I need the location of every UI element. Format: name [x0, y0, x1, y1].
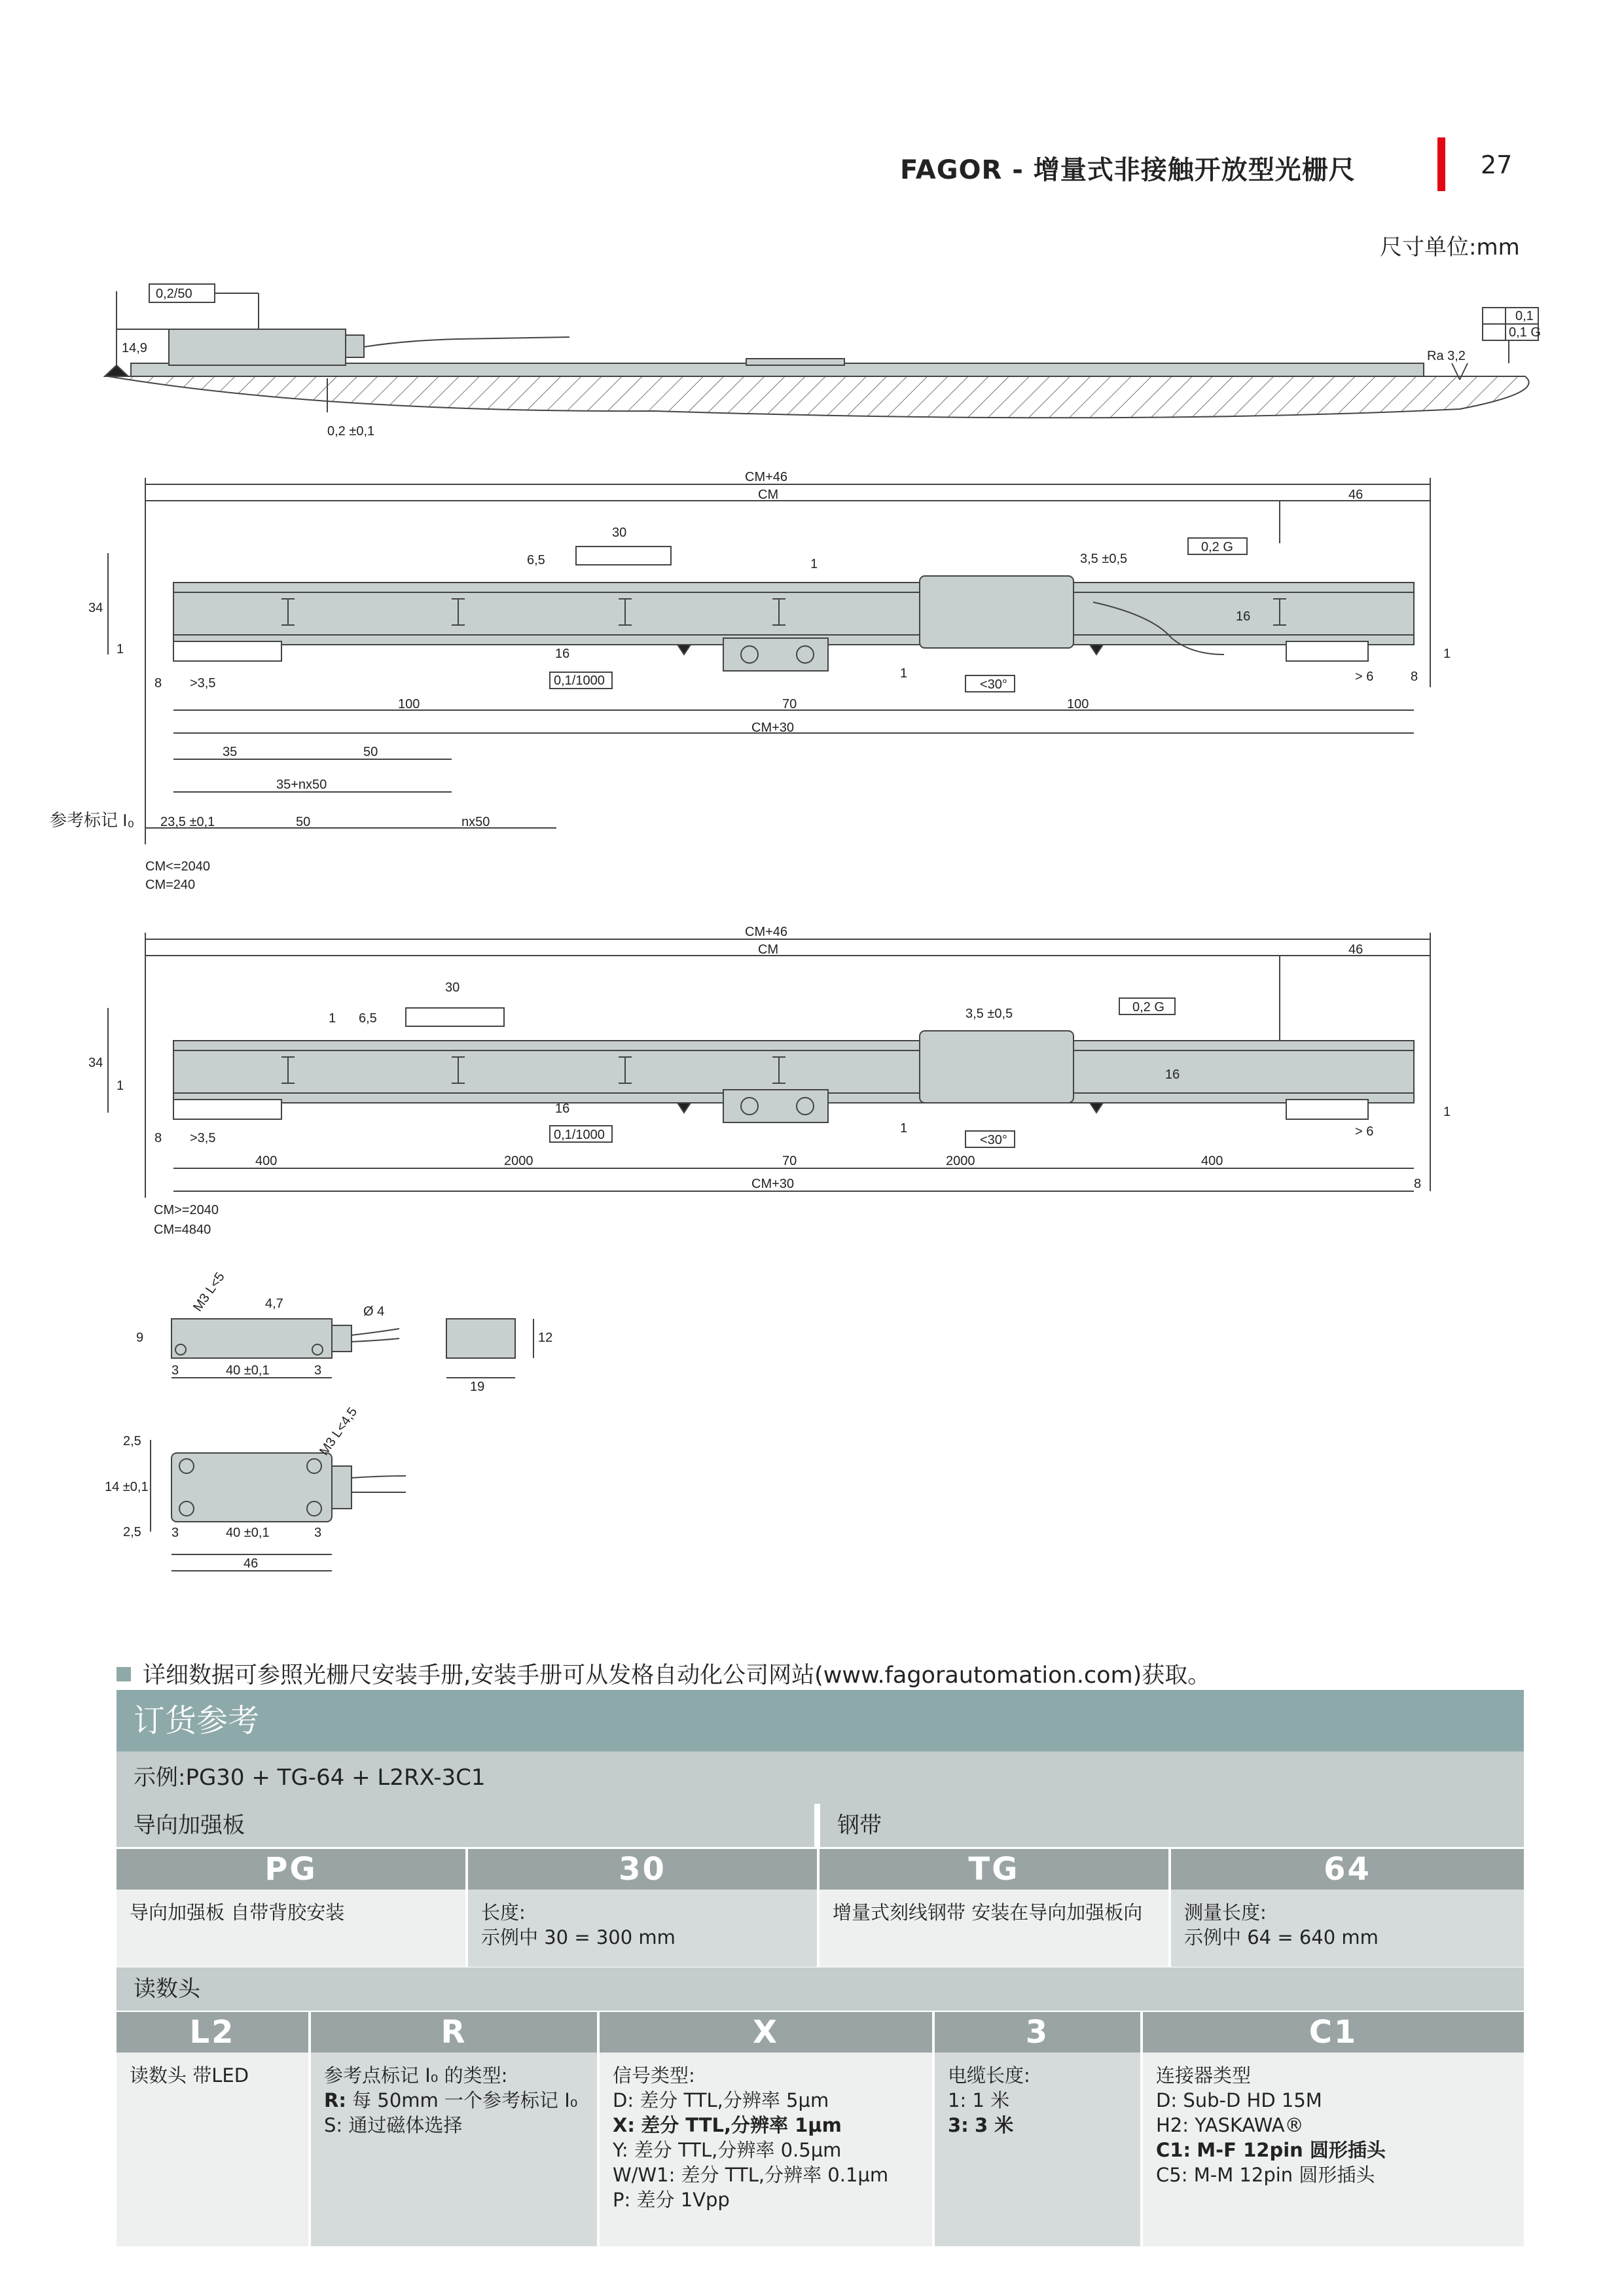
meas-length-example: 示例中 64 = 640 mm	[1184, 1926, 1379, 1948]
label-roughness: Ra 3,2	[1427, 349, 1466, 363]
v2-d1c: 1	[900, 1121, 908, 1136]
label-height: 14,9	[122, 341, 147, 355]
page-title: FAGOR - 增量式非接触开放型光栅尺	[900, 155, 1356, 185]
label-tol-a: 0,1	[1515, 309, 1534, 323]
conn-key: H2:	[1156, 2114, 1189, 2136]
cable-text: 1 米	[972, 2089, 1010, 2111]
label-gap: 0,2 ±0,1	[327, 424, 375, 439]
sig-text: 差分 TTL,分辨率 0.5µm	[634, 2139, 842, 2161]
v2-d16b: 16	[1165, 1067, 1180, 1082]
v2-gt35: >3,5	[190, 1131, 216, 1145]
v2-cm: CM	[758, 942, 779, 957]
conn-text: Sub-D HD 15M	[1183, 2089, 1322, 2111]
signal-type-cell	[600, 2053, 932, 2246]
v1-ref: 参考标记 I₀	[50, 810, 135, 830]
v1-d46: 46	[1348, 488, 1363, 502]
conn-key: C1:	[1156, 2139, 1191, 2161]
v1-d35n: 35+nx50	[276, 778, 327, 792]
v2-cm4840: CM=4840	[154, 1223, 211, 1237]
conn-key: D:	[1156, 2089, 1178, 2111]
v1-d235: 23,5 ±0,1	[160, 815, 215, 829]
connector-type-title: 连接器类型	[1156, 2064, 1252, 2087]
hv-d19: 19	[470, 1380, 485, 1394]
v1-nx50: nx50	[461, 815, 490, 829]
order-example: 示例:PG30 + TG-64 + L2RX-3C1	[117, 1751, 1524, 1804]
meas-length-label: 测量长度:	[1184, 1901, 1267, 1924]
v2-d2000a: 2000	[504, 1154, 533, 1168]
conn-text: YASKAWA®	[1195, 2114, 1304, 2136]
v2-d34: 34	[88, 1056, 103, 1070]
v1-flat: 0,1/1000	[554, 673, 605, 688]
sig-text: 差分 1Vpp	[636, 2189, 730, 2211]
code-l2: L2	[117, 2012, 308, 2053]
bullet-square-icon	[117, 1667, 131, 1681]
code-r: R	[311, 2012, 597, 2053]
v1-par: 0,2 G	[1201, 540, 1233, 554]
v2-par: 0,2 G	[1132, 1000, 1164, 1014]
v1-d35: 35	[223, 745, 238, 759]
cable-key: 1:	[948, 2089, 967, 2111]
v1-d65: 6,5	[527, 553, 545, 567]
v2-d400b: 400	[1201, 1154, 1223, 1168]
cable-length-cell	[935, 2053, 1140, 2246]
v2-cmge: CM>=2040	[154, 1203, 219, 1217]
v2-cm46: CM+46	[745, 925, 788, 939]
v2-d2000b: 2000	[946, 1154, 975, 1168]
page-number: 27	[1481, 151, 1513, 179]
sig-text: 差分 TTL,分辨率 0.1µm	[681, 2164, 889, 2186]
hv-d3b: 3	[314, 1363, 322, 1378]
v1-gt6: > 6	[1355, 670, 1374, 684]
length-example: 示例中 30 = 300 mm	[481, 1926, 676, 1948]
v2-d1d: 1	[1443, 1105, 1451, 1119]
v1-d35tol: 3,5 ±0,5	[1080, 552, 1128, 566]
v1-d16a: 16	[555, 647, 570, 661]
code-x: X	[600, 2012, 932, 2053]
unit-label: 尺寸单位:mm	[1380, 234, 1520, 260]
conn-text: M-M 12pin 圆形插头	[1193, 2164, 1375, 2186]
hv-m3b: M3 L<4,5	[317, 1405, 361, 1458]
l2-desc-cell	[117, 2053, 308, 2246]
v1-d70: 70	[782, 697, 797, 711]
tape-section: 钢带	[820, 1804, 1524, 1847]
v1-d1b: 1	[117, 642, 124, 656]
code-tg: TG	[820, 1849, 1168, 1890]
ref-s-key: S:	[324, 2114, 343, 2136]
v1-ang: <30°	[980, 677, 1007, 692]
sig-text: 差分 TTL,分辨率 5µm	[640, 2089, 829, 2111]
v1-d100a: 100	[398, 697, 420, 711]
length-label: 长度:	[481, 1901, 526, 1924]
v2-d35tol: 3,5 ±0,5	[965, 1007, 1013, 1021]
install-note-text: 详细数据可参照光栅尺安装手册,安装手册可从发格自动化公司网站(www.fagorautomation.com)获取。	[143, 1662, 1211, 1689]
hv-d9: 9	[136, 1331, 144, 1345]
v2-d8b: 8	[1414, 1177, 1422, 1191]
sig-key: W/W1:	[613, 2164, 676, 2186]
sig-text: 差分 TTL,分辨率 1µm	[641, 2114, 842, 2136]
length-cell	[468, 1890, 817, 1967]
v1-d16b: 16	[1236, 609, 1251, 624]
v1-cmle: CM<=2040	[145, 859, 210, 874]
v1-d1a: 1	[810, 557, 818, 571]
tg-desc-cell	[820, 1890, 1168, 1967]
v2-flat: 0,1/1000	[554, 1128, 605, 1142]
ref-type-title: 参考点标记 I₀ 的类型:	[324, 2064, 508, 2087]
head-section: 读数头	[117, 1967, 1524, 2011]
hv-d25a: 2,5	[123, 1434, 141, 1448]
code-c1: C1	[1143, 2012, 1524, 2053]
sig-key: P:	[613, 2189, 631, 2211]
ref-type-cell	[311, 2053, 597, 2246]
hv-d14: 14 ±0,1	[105, 1480, 149, 1494]
v2-d30: 30	[445, 980, 460, 995]
hv-m3a: M3 L<5	[190, 1270, 228, 1314]
hv-d40b: 40 ±0,1	[226, 1526, 270, 1540]
cable-text: 3 米	[975, 2114, 1014, 2136]
l2-desc: 读数头 带LED	[130, 2064, 249, 2087]
code-meas-length: 64	[1171, 1849, 1524, 1890]
v1-cm46: CM+46	[745, 470, 788, 484]
guide-section: 导向加强板	[117, 1804, 814, 1847]
v2-d400a: 400	[255, 1154, 278, 1168]
v2-d70: 70	[782, 1154, 797, 1168]
connector-type-cell	[1143, 2053, 1524, 2246]
sig-key: X:	[613, 2114, 635, 2136]
v1-d100b: 100	[1067, 697, 1089, 711]
hv-d3c: 3	[171, 1526, 179, 1540]
v1-d50: 50	[363, 745, 378, 759]
hv-d12: 12	[538, 1331, 553, 1345]
v2-d8: 8	[154, 1131, 162, 1145]
v1-cm: CM	[758, 488, 779, 502]
conn-text: M-F 12pin 圆形插头	[1197, 2139, 1386, 2161]
v2-d1b: 1	[117, 1079, 124, 1093]
v1-d8b: 8	[1411, 670, 1418, 684]
hv-d25b: 2,5	[123, 1525, 141, 1539]
v2-gt6: > 6	[1355, 1124, 1374, 1139]
v1-d1c: 1	[900, 666, 908, 681]
ref-s-text: 通过磁体选择	[348, 2114, 463, 2136]
v1-d34: 34	[88, 601, 103, 615]
v2-d65: 6,5	[359, 1011, 377, 1026]
pg-desc: 导向加强板 自带背胶安装	[130, 1901, 345, 1924]
meas-length-cell	[1171, 1890, 1524, 1967]
v2-d1a: 1	[329, 1011, 336, 1026]
cable-key: 3:	[948, 2114, 969, 2136]
hv-dia4: Ø 4	[363, 1304, 385, 1319]
install-note	[117, 1657, 1210, 1690]
order-reference-table	[117, 1690, 1524, 2246]
pg-desc-cell	[117, 1890, 465, 1967]
v2-cm30: CM+30	[751, 1177, 795, 1191]
order-title: 订货参考	[117, 1690, 1524, 1751]
ref-r-text: 每 50mm 一个参考标记 I₀	[352, 2089, 578, 2111]
v1-d8: 8	[154, 676, 162, 691]
label-flatness-top: 0,2/50	[156, 287, 192, 301]
ref-r-key: R:	[324, 2089, 346, 2111]
code-length: 30	[468, 1849, 817, 1890]
sig-key: Y:	[613, 2139, 628, 2161]
tg-desc: 增量式刻线钢带 安装在导向加强板向	[833, 1901, 1143, 1924]
v1-cm30: CM+30	[751, 721, 795, 735]
v1-d30: 30	[612, 526, 627, 540]
label-tol-b: 0,1 G	[1509, 325, 1541, 340]
v1-cm240: CM=240	[145, 878, 196, 892]
v1-d50b: 50	[296, 815, 311, 829]
signal-type-title: 信号类型:	[613, 2064, 695, 2087]
v1-gt35: >3,5	[190, 676, 216, 691]
hv-d40a: 40 ±0,1	[226, 1363, 270, 1378]
conn-key: C5:	[1156, 2164, 1188, 2186]
code-3: 3	[935, 2012, 1140, 2053]
v1-d1d: 1	[1443, 647, 1451, 661]
v2-d16a: 16	[555, 1102, 570, 1116]
v2-d46: 46	[1348, 942, 1363, 957]
hv-d47: 4,7	[265, 1297, 283, 1311]
hv-d3a: 3	[171, 1363, 179, 1378]
cable-length-title: 电缆长度:	[948, 2064, 1030, 2087]
code-pg: PG	[117, 1849, 465, 1890]
v2-ang: <30°	[980, 1133, 1007, 1147]
hv-d3d: 3	[314, 1526, 322, 1540]
hv-d46: 46	[244, 1556, 259, 1571]
sig-key: D:	[613, 2089, 634, 2111]
